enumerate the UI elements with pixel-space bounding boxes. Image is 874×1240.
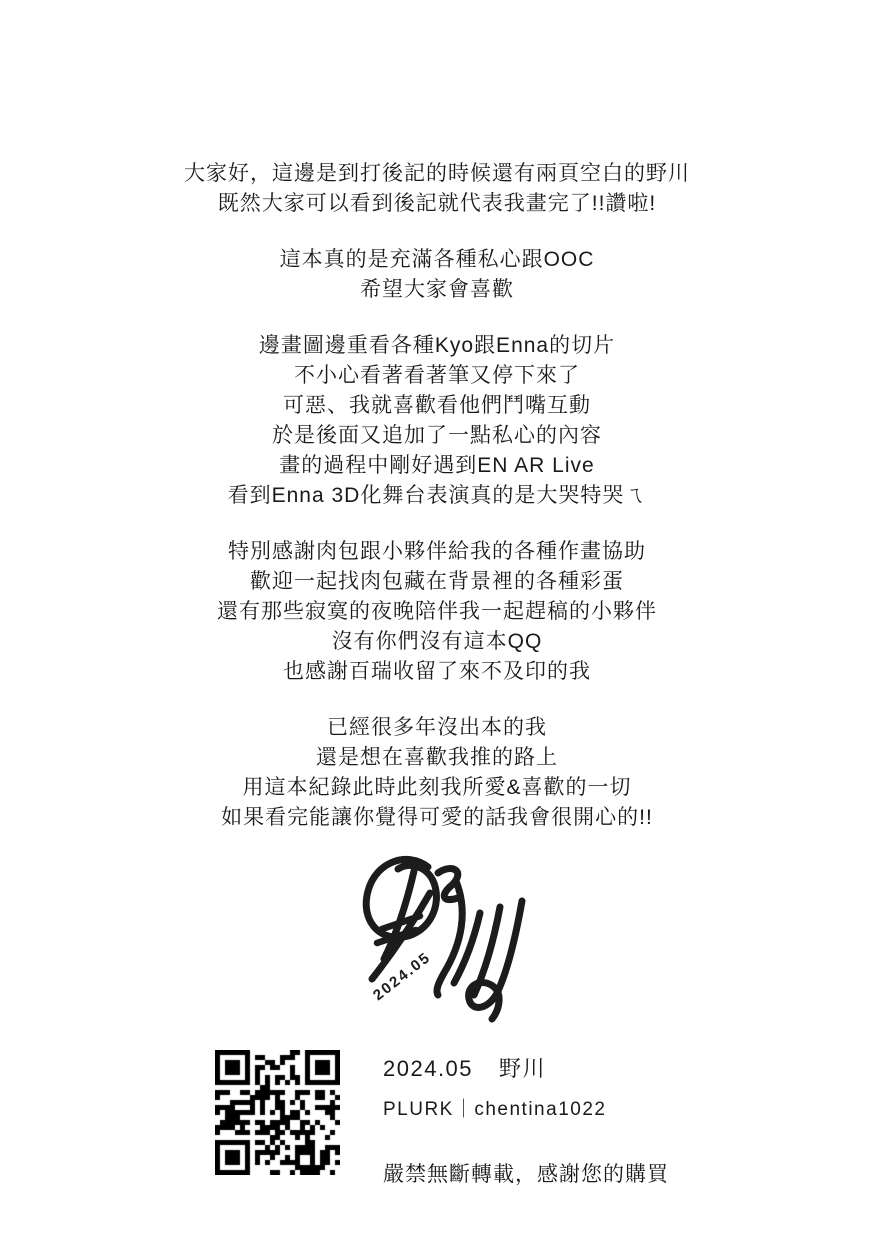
afterword-line: 歡迎一起找肉包藏在背景裡的各種彩蛋 [250,570,624,593]
afterword-line: 特別感謝肉包跟小夥伴給我的各種作畫協助 [228,540,646,563]
footer-plurk: PLURK｜chentina1022 [383,1099,607,1120]
afterword-text [0,133,874,859]
afterword-line: 也感謝百瑞收留了來不及印的我 [283,660,591,683]
afterword-line: 用這本紀錄此時此刻我所愛&喜歡的一切 [242,776,632,799]
afterword-line: 已經很多年沒出本的我 [327,716,547,739]
afterword-line: 不小心看著看著筆又停下來了 [294,364,580,387]
footer-author: 野川 [499,1056,547,1081]
afterword-line: 還是想在喜歡我推的路上 [316,746,558,769]
afterword-line: 看到Enna 3D化舞台表演真的是大哭特哭ㄟ [227,484,647,507]
footer [383,1052,669,1188]
afterword-line: 大家好，這邊是到打後記的時候還有兩頁空白的野川 [184,162,690,185]
signature-date: 2024.05 [369,948,435,1005]
afterword-line: 邊畫圖邊重看各種Kyo跟Enna的切片 [258,334,616,357]
afterword-line: 可惡、我就喜歡看他們鬥嘴互動 [283,394,591,417]
afterword-line: 畫的過程中剛好遇到EN AR Live [279,454,595,477]
afterword-line: 還有那些寂寞的夜晚陪伴我一起趕稿的小夥伴 [217,600,657,623]
footer-notice: 嚴禁無斷轉載，感謝您的購買 [383,1163,669,1186]
footer-date: 2024.05 [383,1056,474,1081]
handwritten-signature [338,843,578,1028]
afterword-line: 希望大家會喜歡 [360,278,514,301]
qr-code [215,1050,340,1175]
afterword-line: 沒有你們沒有這本QQ [331,630,543,653]
footer-date-author [383,1052,669,1083]
afterword-line: 既然大家可以看到後記就代表我畫完了!!讚啦! [217,192,657,215]
afterword-line: 於是後面又追加了一點私心的內容 [272,424,602,447]
afterword-line: 這本真的是充滿各種私心跟OOC [279,248,595,271]
afterword-line: 如果看完能讓你覺得可愛的話我會很開心的!! [221,806,653,829]
